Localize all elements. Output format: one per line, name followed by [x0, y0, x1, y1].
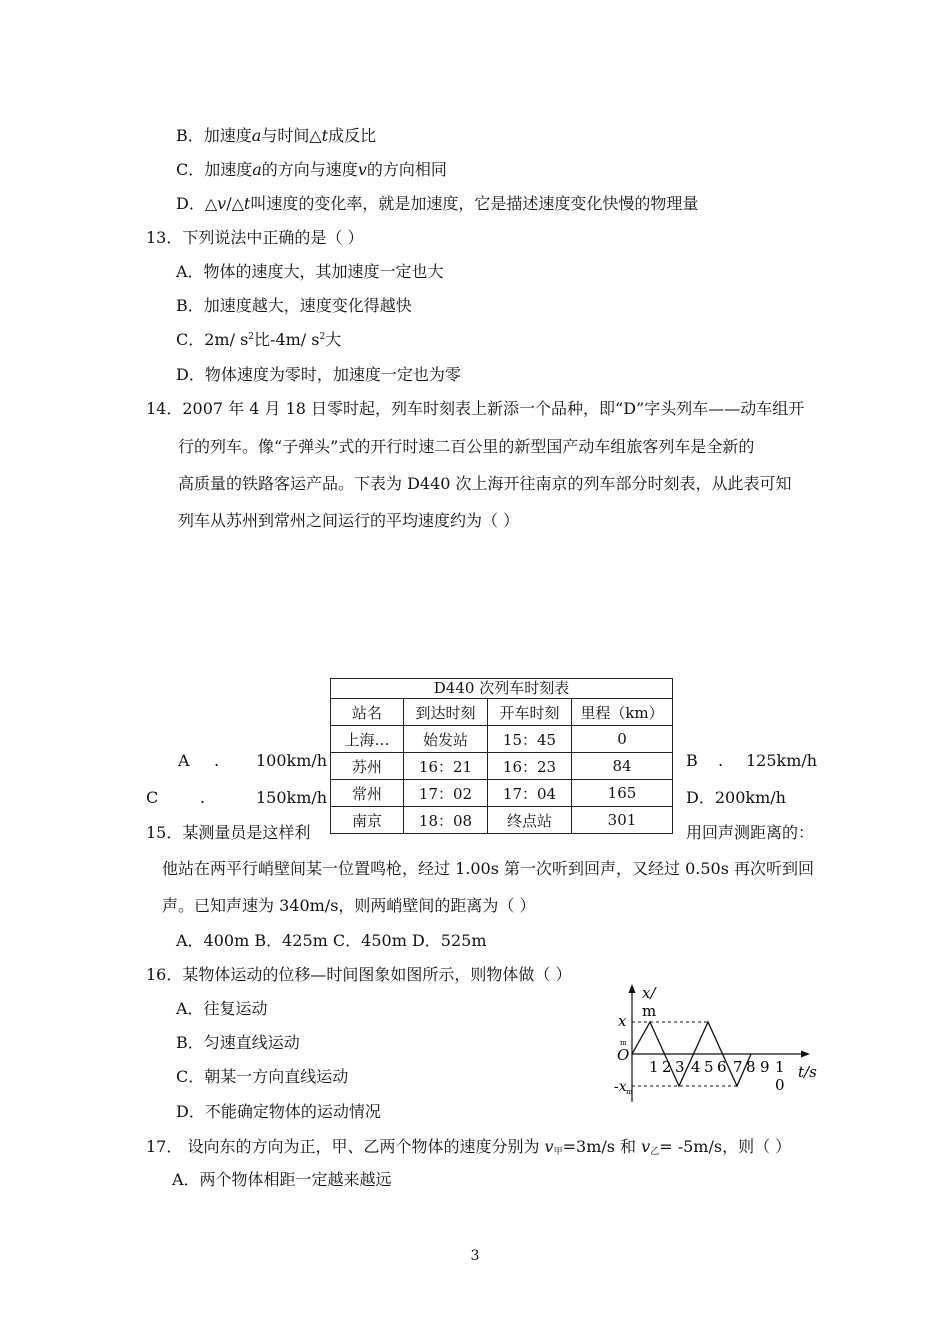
- x-tick-label: 1: [649, 1058, 659, 1076]
- table-cell: 始发站: [404, 726, 488, 753]
- table-cell: 0: [572, 726, 673, 753]
- x-tick-label: 4: [691, 1058, 701, 1076]
- table-cell: 17：02: [404, 780, 488, 807]
- q16-option-a: A．往复运动: [176, 999, 268, 1018]
- q14-option-c-dot: .: [200, 788, 206, 807]
- q14-option-b-value: 125km/h: [746, 751, 818, 770]
- q16-stem: 16．某物体运动的位移—时间图象如图所示，则物体做（ ）: [146, 965, 572, 984]
- table-cell: 南京: [331, 807, 404, 834]
- q12-option-d: D．△v/△t叫速度的变化率，就是加速度，它是描述速度变化快慢的物理量: [176, 194, 699, 213]
- timetable-header: 站名: [331, 699, 404, 726]
- table-cell: 终点站: [488, 807, 572, 834]
- q15-stem-line2: 他站在两平行峭壁间某一位置鸣枪，经过 1.00s 第一次听到回声，又经过 0.50s 再次听到回: [162, 859, 815, 878]
- timetable-header: 里程（km）: [572, 699, 673, 726]
- y-max-subscript: m: [620, 1039, 627, 1047]
- table-cell: 16：21: [404, 753, 488, 780]
- q14-option-c-label: C: [146, 788, 159, 807]
- q14-option-a-value: 100km/h: [256, 751, 328, 770]
- q14-option-d: D．200km/h: [686, 788, 786, 807]
- y-min-subscript: m: [626, 1088, 633, 1096]
- y-axis-arrow: [629, 984, 636, 993]
- page-number: 3: [470, 1248, 480, 1264]
- x-tick-label: 7: [733, 1058, 743, 1076]
- q14-stem-line3: 高质量的铁路客运产品。下表为 D440 次上海开往南京的列车部分时刻表，从此表可知: [178, 474, 792, 493]
- q17-stem: 17． 设向东的方向为正，甲、乙两个物体的速度分别为 $v_甲=3m/s$ 和 $v_乙= -5m/s$，则（ ）: [146, 1137, 792, 1157]
- x-tick-label: 3: [675, 1058, 685, 1076]
- origin-label: O: [617, 1046, 630, 1064]
- table-cell: 18：08: [404, 807, 488, 834]
- q12-option-c: C．加速度a的方向与速度v的方向相同: [176, 160, 447, 179]
- x-axis-label: t/s: [798, 1063, 817, 1081]
- q15-stem-line1a: 15．某测量员是这样利: [146, 823, 311, 842]
- x-tick-label: 0: [775, 1076, 785, 1094]
- q13-option-d: D．物体速度为零时，加速度一定也为零: [176, 365, 461, 384]
- x-axis-arrow: [801, 1051, 810, 1058]
- y-max-label: x: [618, 1012, 627, 1030]
- table-row: [331, 780, 673, 807]
- table-cell: 常州: [331, 780, 404, 807]
- table-cell: 165: [572, 780, 673, 807]
- q13-option-a: A．物体的速度大，其加速度一定也大: [176, 262, 444, 281]
- x-tick-label: 6: [717, 1058, 727, 1076]
- timetable-header: 到达时刻: [404, 699, 488, 726]
- q16-option-b: B．匀速直线运动: [176, 1033, 300, 1052]
- table-cell: 84: [572, 753, 673, 780]
- table-row: [331, 726, 673, 753]
- q17-option-a: A．两个物体相距一定越来越远: [172, 1170, 392, 1189]
- table-cell: 17：04: [488, 780, 572, 807]
- q15-stem-line3: 声。已知声速为 340m/s，则两峭壁间的距离为（ ）: [162, 896, 536, 915]
- y-axis-label: x/: [642, 984, 656, 1002]
- q14-option-a-label: A: [178, 751, 190, 770]
- q14-option-c-value: 150km/h: [256, 788, 328, 807]
- q13-stem: 13．下列说法中正确的是（ ）: [146, 228, 364, 247]
- x-tick-label: 1: [775, 1058, 785, 1076]
- q12-option-b: B．加速度a与时间△t成反比: [176, 126, 377, 145]
- timetable-title: D440 次列车时刻表: [330, 678, 673, 698]
- q14-stem-line4: 列车从苏州到常州之间运行的平均速度约为（ ）: [178, 511, 520, 530]
- q16-option-d: D．不能确定物体的运动情况: [176, 1102, 381, 1121]
- q16-option-c: C．朝某一方向直线运动: [176, 1067, 349, 1086]
- q14-option-b-dot: .: [718, 751, 724, 770]
- table-row: [331, 753, 673, 780]
- train-timetable: [330, 678, 673, 834]
- displacement-time-graph: [612, 982, 824, 1112]
- table-cell: 苏州: [331, 753, 404, 780]
- q13-option-c: C．2m/ $s^2$比-4m/ $s^2$大: [176, 330, 342, 349]
- x-tick-label: 8: [746, 1058, 756, 1076]
- q13-option-b: B．加速度越大，速度变化得越快: [176, 296, 412, 315]
- y-axis-unit: m: [642, 1002, 657, 1020]
- timetable-header-row: [331, 699, 673, 726]
- x-tick-label: 5: [704, 1058, 714, 1076]
- q15-options: A．400m B．425m C．450m D．525m: [176, 931, 487, 950]
- q14-option-a-dot: .: [214, 751, 220, 770]
- table-row: [331, 807, 673, 834]
- table-cell: 301: [572, 807, 673, 834]
- table-cell: 15：45: [488, 726, 572, 753]
- table-cell: 上海…: [331, 726, 404, 753]
- q14-option-b-label: B: [686, 751, 698, 770]
- x-tick-label: 2: [662, 1058, 672, 1076]
- y-min-label: -x: [614, 1079, 627, 1095]
- x-tick-label: 9: [760, 1058, 770, 1076]
- q14-stem-line2: 行的列车。像“子弹头”式的开行时速二百公里的新型国产动车组旅客列车是全新的: [178, 437, 755, 456]
- q14-stem-line1: 14．2007 年 4 月 18 日零时起，列车时刻表上新添一个品种，即“D”字头列车——动车组开: [146, 399, 805, 418]
- timetable-header: 开车时刻: [488, 699, 572, 726]
- q15-stem-line1b: 用回声测距离的：: [686, 823, 815, 842]
- table-cell: 16：23: [488, 753, 572, 780]
